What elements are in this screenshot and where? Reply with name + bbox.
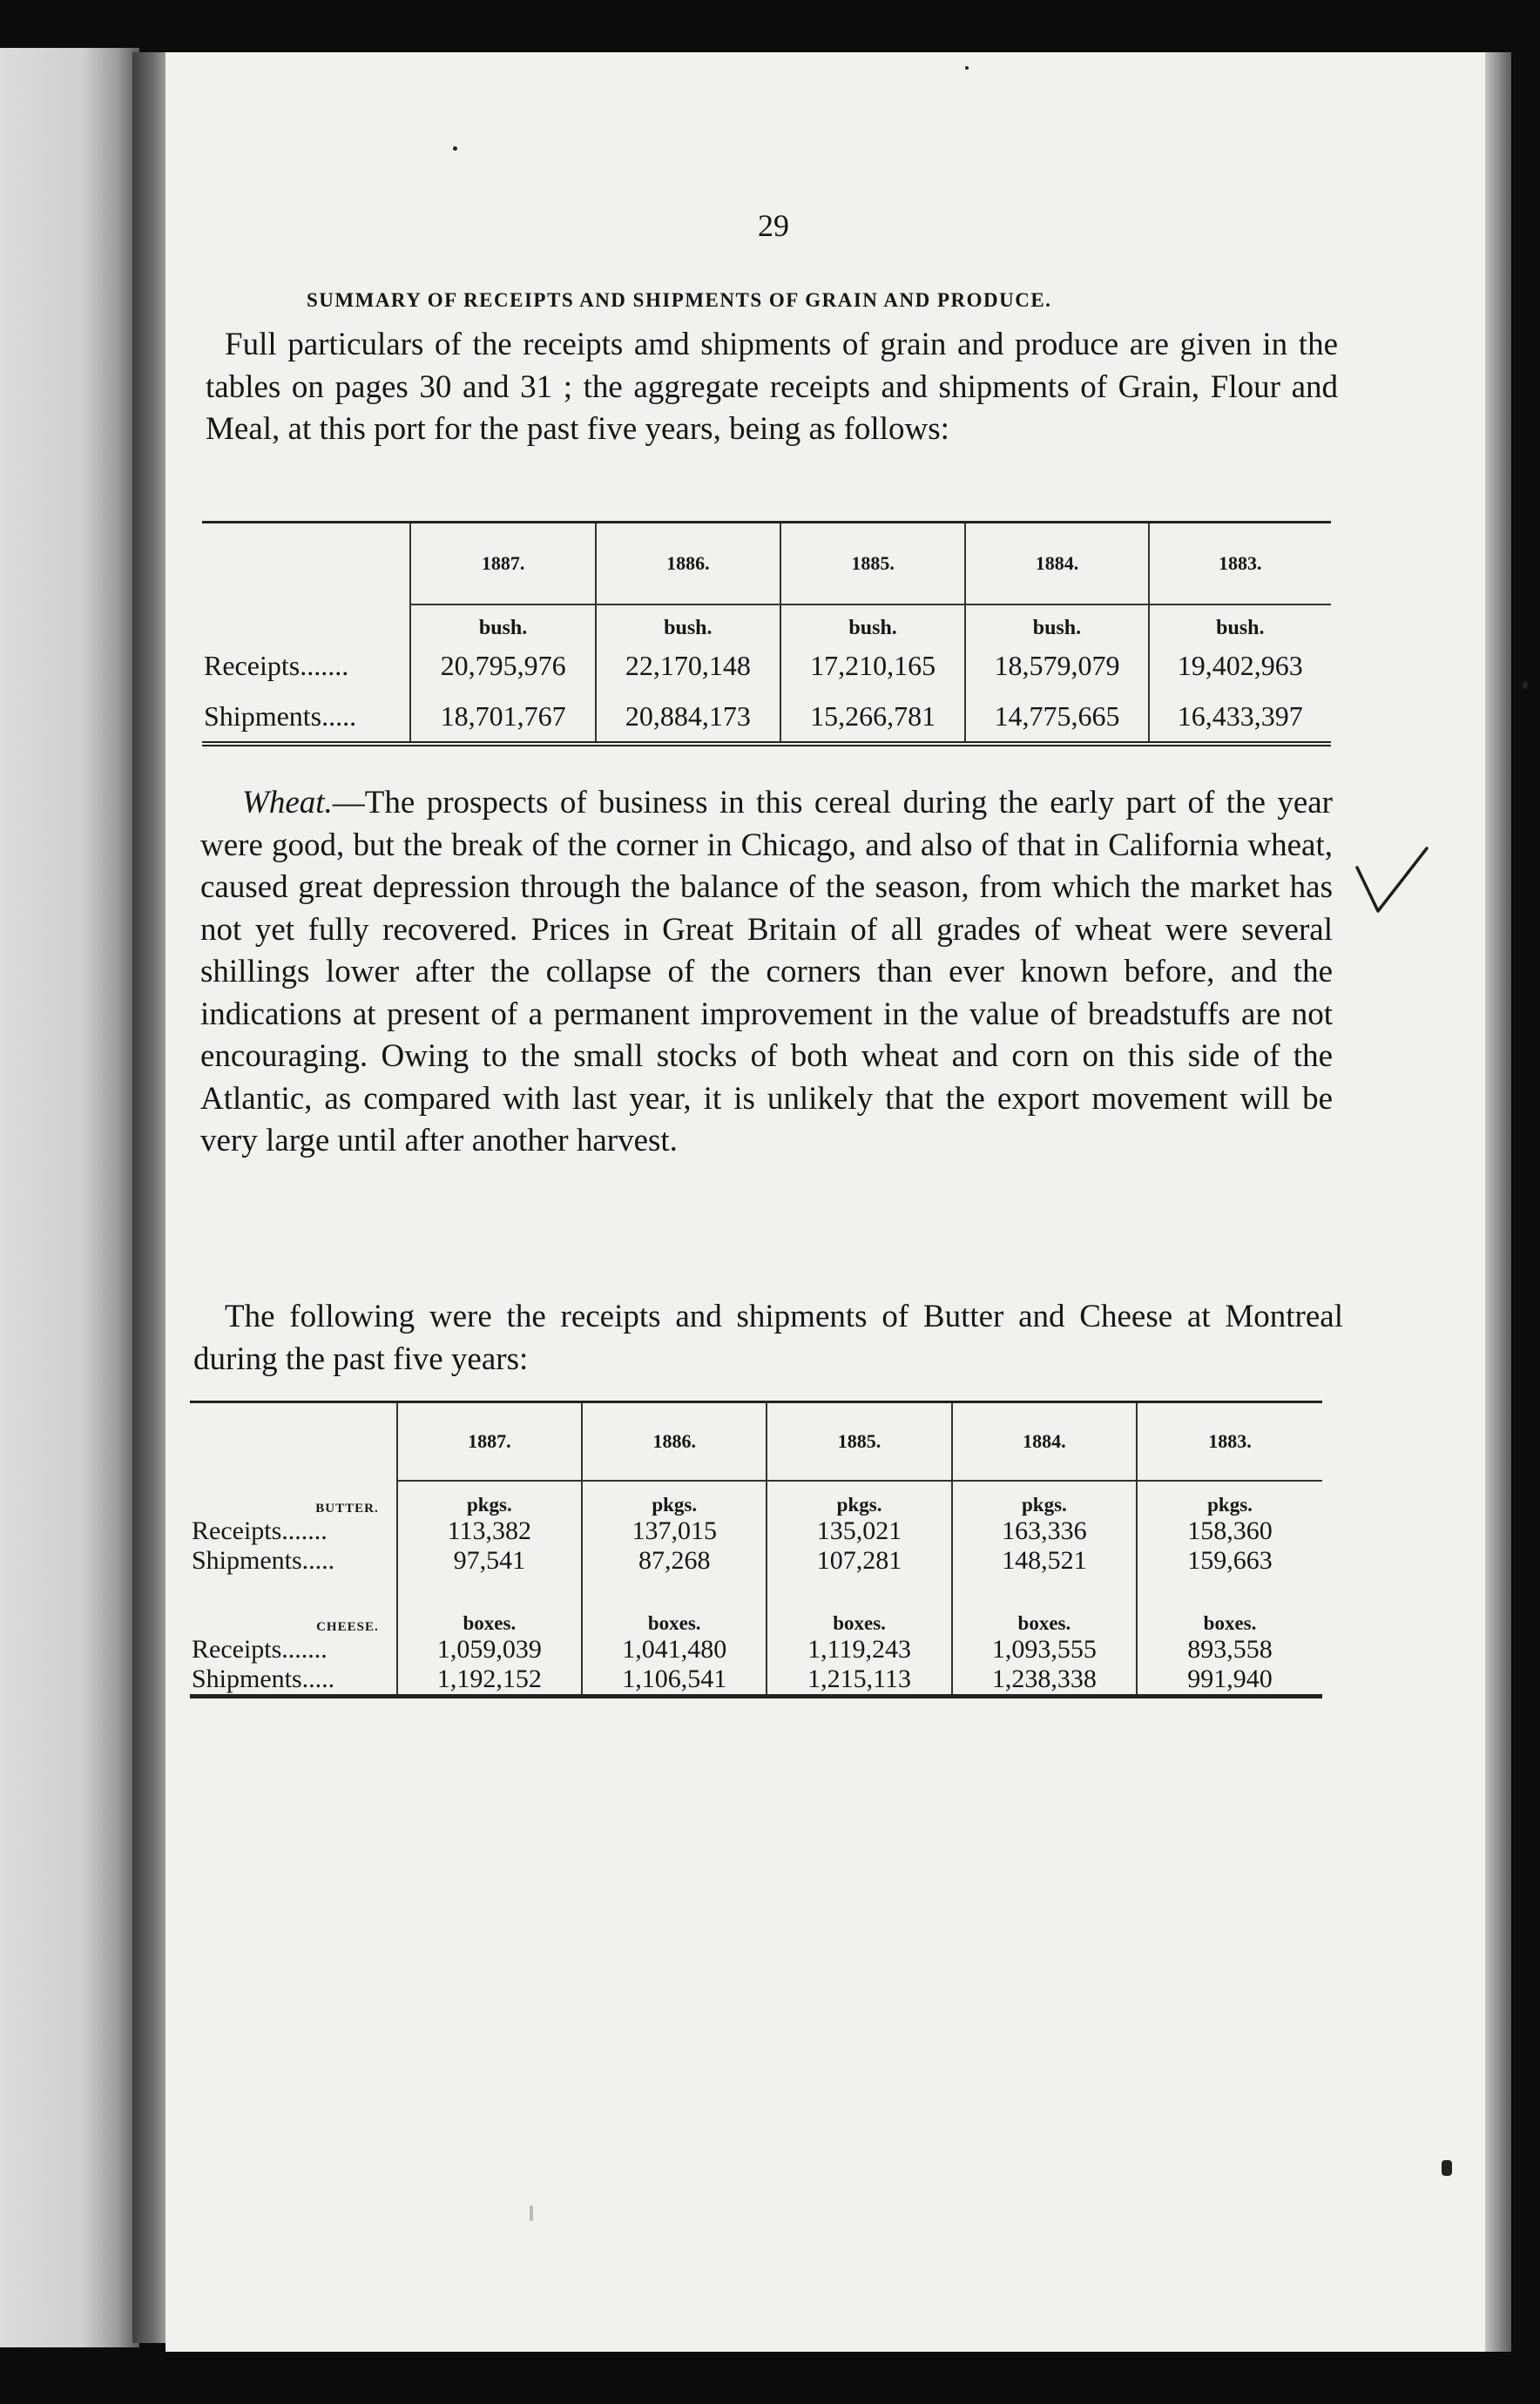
dairy-value-cell: 1,119,243 — [767, 1635, 951, 1665]
dairy-value-cell: 893,558 — [1137, 1635, 1322, 1665]
dairy-value-cell: 107,281 — [767, 1546, 951, 1576]
butter-shipments-row — [190, 1546, 1322, 1576]
cheese-shipments-row — [190, 1665, 1322, 1697]
grain-value-cell: 22,170,148 — [596, 640, 780, 691]
grain-year-header: 1885. — [780, 523, 965, 605]
grain-unit-label: bush. — [780, 604, 965, 640]
grain-value-cell: 16,433,397 — [1149, 691, 1331, 744]
handwritten-check-mark-icon — [1352, 843, 1430, 922]
grain-year-header: 1887. — [410, 523, 595, 605]
grain-table-year-row — [202, 523, 1331, 605]
dairy-value-cell: 87,268 — [582, 1546, 767, 1576]
paper-speck — [965, 66, 969, 70]
wheat-lead: Wheat. — [242, 785, 333, 820]
dairy-value-cell: 1,106,541 — [582, 1665, 767, 1697]
grain-year-header: 1886. — [596, 523, 780, 605]
cheese-unit-label: boxes. — [1137, 1600, 1322, 1635]
dairy-year-header: 1886. — [582, 1402, 767, 1482]
dairy-year-header: 1887. — [397, 1402, 582, 1482]
dairy-value-cell: 97,541 — [397, 1546, 582, 1576]
dairy-value-cell: 113,382 — [397, 1516, 582, 1546]
wheat-text: —The prospects of business in this cereal during the early part of the year were good, but the break of the corner in Chicago, and also of that in California wheat, caused great depression through the balance of the season, from which the market has not yet fully recovered. Prices in Great Britain of all grades of wheat were several shillings lower after the collapse of the corners than ever known before, and the indications at present of a permanent improvement in the value of breadstuffs are not encouraging. Owing to the small stocks of both wheat and corn on this side of the Atlantic, as compared with last year, it is unlikely that the export movement will be very large until after another harvest. — [200, 785, 1333, 1158]
cheese-unit-label: boxes. — [767, 1600, 951, 1635]
dairy-value-cell: 137,015 — [582, 1516, 767, 1546]
grain-value-cell: 20,795,976 — [410, 640, 595, 691]
grain-value-cell: 20,884,173 — [596, 691, 780, 744]
dairy-value-cell: 1,192,152 — [397, 1665, 582, 1697]
paper-speck — [453, 146, 457, 151]
dairy-value-cell: 148,521 — [952, 1546, 1137, 1576]
butter-unit-label: pkgs. — [952, 1481, 1137, 1516]
dairy-year-header: 1885. — [767, 1402, 951, 1482]
paper-speck — [1442, 2160, 1452, 2176]
paper-speck — [1523, 681, 1528, 689]
grain-year-header: 1884. — [965, 523, 1148, 605]
butter-subhead-row — [190, 1481, 1322, 1516]
cheese-unit-label: boxes. — [397, 1600, 582, 1635]
dairy-row-label: Shipments..... — [192, 1665, 335, 1693]
grain-value-cell: 14,775,665 — [965, 691, 1148, 744]
book-gutter — [132, 52, 169, 2343]
grain-unit-label: bush. — [410, 604, 595, 640]
dairy-year-header: 1883. — [1137, 1402, 1322, 1482]
page-edge-shadow — [1485, 52, 1511, 2352]
dairy-value-cell: 1,238,338 — [952, 1665, 1137, 1697]
dairy-value-cell: 158,360 — [1137, 1516, 1322, 1546]
facing-page-edge — [0, 48, 139, 2347]
dairy-value-cell: 1,215,113 — [767, 1665, 951, 1697]
dairy-value-cell: 991,940 — [1137, 1665, 1322, 1697]
intro-paragraph: Full particulars of the receipts amd shipments of grain and produce are given in the tables on pages 30 and 31 ; the aggregate receipts and shipments of Grain, Flour and Meal, at this port for the past five years, being as follows: — [206, 327, 1338, 447]
butter-receipts-row — [190, 1516, 1322, 1546]
cheese-subhead-row — [190, 1600, 1322, 1635]
cheese-receipts-row — [190, 1635, 1322, 1665]
dairy-row-label: Receipts....... — [192, 1635, 328, 1664]
dairy-value-cell: 163,336 — [952, 1516, 1137, 1546]
dairy-value-cell: 1,059,039 — [397, 1635, 582, 1665]
butter-cheese-table — [190, 1401, 1322, 1698]
butter-unit-label: pkgs. — [767, 1481, 951, 1516]
page-number: 29 — [758, 208, 789, 243]
dairy-year-header: 1884. — [952, 1402, 1137, 1482]
paper-speck — [530, 2205, 533, 2221]
grain-value-cell: 17,210,165 — [780, 640, 965, 691]
grain-unit-label: bush. — [1149, 604, 1331, 640]
grain-year-header: 1883. — [1149, 523, 1331, 605]
section-heading: SUMMARY OF RECEIPTS AND SHIPMENTS OF GRAIN AND PRODUCE. — [307, 289, 1052, 311]
cheese-section-label: CHEESE. — [316, 1620, 379, 1634]
grain-unit-label: bush. — [596, 604, 780, 640]
wheat-paragraph — [200, 782, 1333, 1163]
grain-value-cell: 15,266,781 — [780, 691, 965, 744]
grain-summary-table — [202, 521, 1331, 746]
grain-value-cell: 19,402,963 — [1149, 640, 1331, 691]
dairy-row-label: Shipments..... — [192, 1546, 335, 1575]
grain-receipts-row — [202, 640, 1331, 691]
cheese-unit-label: boxes. — [582, 1600, 767, 1635]
dairy-paragraph: The following were the receipts and shipments of Butter and Cheese at Montreal during the past five years: — [193, 1299, 1343, 1377]
grain-table-unit-row — [202, 604, 1331, 640]
cheese-unit-label: boxes. — [952, 1600, 1137, 1635]
butter-unit-label: pkgs. — [1137, 1481, 1322, 1516]
grain-value-cell: 18,701,767 — [410, 691, 595, 744]
grain-row-label: Shipments..... — [204, 699, 357, 732]
butter-unit-label: pkgs. — [582, 1481, 767, 1516]
butter-unit-label: pkgs. — [397, 1481, 582, 1516]
dairy-value-cell: 159,663 — [1137, 1546, 1322, 1576]
grain-value-cell: 18,579,079 — [965, 640, 1148, 691]
grain-row-label: Receipts....... — [204, 649, 349, 681]
dairy-value-cell: 1,093,555 — [952, 1635, 1137, 1665]
grain-shipments-row — [202, 691, 1331, 744]
dairy-table-year-row — [190, 1402, 1322, 1482]
dairy-value-cell: 135,021 — [767, 1516, 951, 1546]
butter-section-label: BUTTER. — [315, 1502, 379, 1516]
dairy-row-label: Receipts....... — [192, 1516, 328, 1545]
dairy-value-cell: 1,041,480 — [582, 1635, 767, 1665]
grain-unit-label: bush. — [965, 604, 1148, 640]
